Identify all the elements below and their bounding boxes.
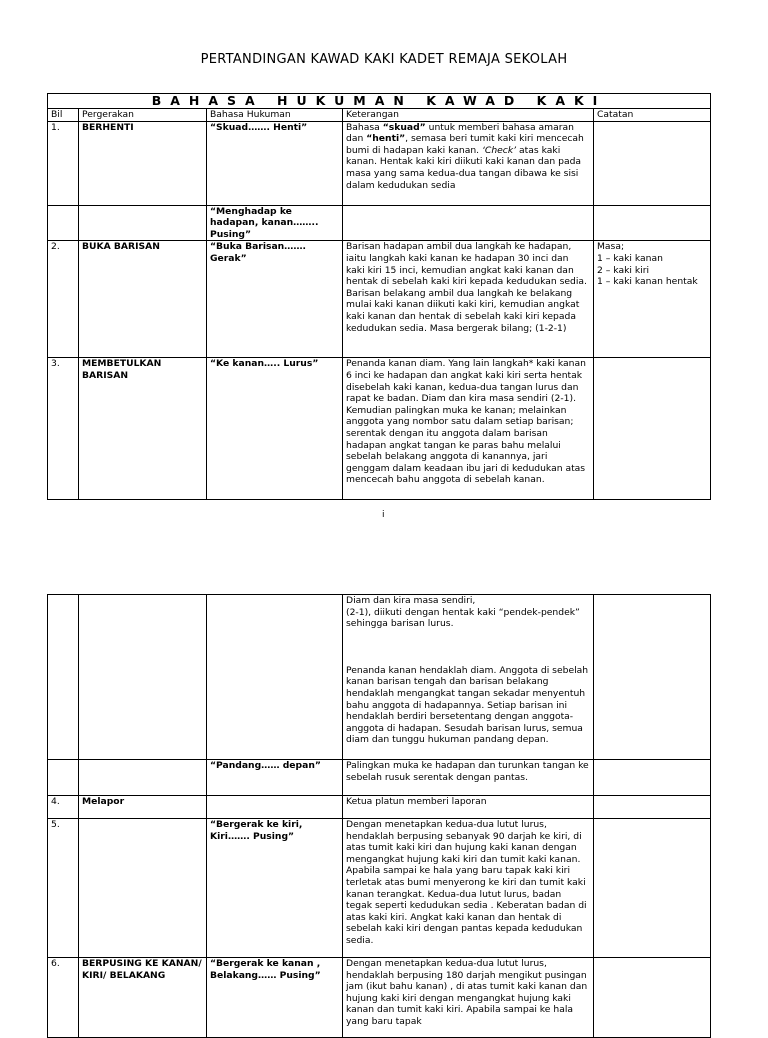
movement-name: BERHENTI [79, 121, 207, 205]
command-text: “Menghadap ke hadapan, kanan…….. Pusing” [207, 205, 343, 241]
note [594, 958, 711, 1038]
description: Ketua platun memberi laporan [343, 796, 594, 819]
banner-row [48, 94, 711, 109]
command-text: “Ke kanan….. Lurus” [207, 358, 343, 500]
movement-name: BUKA BARISAN [79, 241, 207, 358]
table-row [48, 241, 711, 358]
description-part-2: Penanda kanan hendaklah diam. Anggota di sebelah kanan barisan tengah dan barisan belakang hendaklah mengangkat tangan sekadar menyentuh bahu anggota di hadapannya. Setiap barisan ini hendaklah berdiri bersetentang dengan anggota-anggota di hadapan. Sesudah barisan lurus, semua diam dan tunggu hukuman pandang depan. [346, 664, 589, 746]
command-text: “Bergerak ke kanan , Belakang…… Pusing” [207, 958, 343, 1038]
note [594, 796, 711, 819]
command-text: “Buka Barisan……. Gerak” [207, 241, 343, 358]
row-number [48, 205, 79, 241]
description: Palingkan muka ke hadapan dan turunkan tangan ke sebelah rusuk serentak dengan pantas. [343, 760, 594, 796]
movement-name [79, 819, 207, 958]
table-row [48, 595, 711, 760]
row-number: 1. [48, 121, 79, 205]
table-row [48, 819, 711, 958]
description-part-1: Diam dan kira masa sendiri, (2-1), diikuti dengan hentak kaki “pendek-pendek” sehingga barisan lurus. [346, 595, 580, 630]
movement-name: BERPUSING KE KANAN/ KIRI/ BELAKANG [79, 958, 207, 1038]
command-table-page-1 [47, 93, 711, 500]
description: Bahasa “skuad” untuk memberi bahasa amaran dan “henti”, semasa beri tumit kaki kiri mencecah bumi di hadapan kaki kanan. ‘Check’ atas kaki kanan. Hentak kaki kiri diikuti kaki kanan dan pada masa yang sama kedua-dua tangan dibawa ke sisi dalam kedudukan sedia [343, 121, 594, 205]
row-number: 6. [48, 958, 79, 1038]
command-text: “Skuad……. Henti” [207, 121, 343, 205]
header-pergerakan: Pergerakan [79, 109, 207, 122]
note: Masa; 1 – kaki kanan 2 – kaki kiri 1 – kaki kanan hentak [594, 241, 711, 358]
command-text: “Pandang…… depan” [207, 760, 343, 796]
document-title: PERTANDINGAN KAWAD KAKI KADET REMAJA SEKOLAH [200, 52, 568, 67]
table-row [48, 121, 711, 205]
row-number: 2. [48, 241, 79, 358]
row-number: 4. [48, 796, 79, 819]
row-number: 3. [48, 358, 79, 500]
note [594, 121, 711, 205]
table-row [48, 958, 711, 1038]
header-row [48, 109, 711, 122]
description [343, 595, 594, 760]
command-text [207, 595, 343, 760]
movement-name [79, 760, 207, 796]
description [343, 205, 594, 241]
row-number: 5. [48, 819, 79, 958]
command-table-page-2 [47, 594, 711, 1038]
table-banner: BAHASA HUKUMAN KAWAD KAKI [48, 94, 711, 109]
note [594, 358, 711, 500]
table-row [48, 796, 711, 819]
row-number [48, 760, 79, 796]
movement-name: MEMBETULKAN BARISAN [79, 358, 207, 500]
header-catatan: Catatan [594, 109, 711, 122]
description: Dengan menetapkan kedua-dua lutut lurus, hendaklah berpusing 180 darjah mengikut pusingan jam (ikut bahu kanan) , di atas tumit kaki kanan dan hujung kaki kiri dengan mengangkat hujung kaki kanan dan tumit kaki kiri. Apabila sampai ke hala yang baru tapak [343, 958, 594, 1038]
note [594, 205, 711, 241]
page-number: i [382, 510, 385, 520]
table-row [48, 358, 711, 500]
movement-name [79, 595, 207, 760]
movement-name [79, 205, 207, 241]
description: Dengan menetapkan kedua-dua lutut lurus, hendaklah berpusing sebanyak 90 darjah ke kiri, di atas tumit kaki kiri dan hujung kaki kanan dengan mengangkat hujung kaki kiri dan tumit kaki kanan. Apabila sampai ke hala yang baru tapak kaki kiri terletak atas bumi menyerong ke kiri dan tumit kaki kanan terangkat. Kedua-dua lutut lurus, badan tegak seperti kedudukan sedia . Keberatan badan di atas kaki kiri. Angkat kaki kanan dan hentak di sebelah kaki kiri dengan pantas kepada kedudukan sedia. [343, 819, 594, 958]
note [594, 760, 711, 796]
table-row [48, 760, 711, 796]
command-text [207, 796, 343, 819]
document-page-2 [0, 555, 768, 1027]
header-bil: Bil [48, 109, 79, 122]
note [594, 595, 711, 760]
table-row [48, 205, 711, 241]
header-keterangan: Keterangan [343, 109, 594, 122]
header-bahasa-hukuman: Bahasa Hukuman [207, 109, 343, 122]
row-number [48, 595, 79, 760]
note [594, 819, 711, 958]
description: Barisan hadapan ambil dua langkah ke hadapan, iaitu langkah kaki kanan ke hadapan 30 inci dan kaki kiri 15 inci, kemudian angkat kaki kanan dan hentak di sebelah kaki kiri kepada kedudukan sedia. Barisan belakang ambil dua langkah ke belakang mulai kaki kanan diikuti kaki kiri, kemudian angkat kaki kanan dan hentak di sebelah kaki kiri kepada kedudukan sedia. Masa bergerak bilang; (1-2-1) [343, 241, 594, 358]
description: Penanda kanan diam. Yang lain langkah* kaki kanan 6 inci ke hadapan dan angkat kaki kiri serta hentak disebelah kaki kanan, kedua-dua tangan lurus dan rapat ke badan. Diam dan kira masa sendiri (2-1). Kemudian palingkan muka ke kanan; melainkan anggota yang nombor satu dalam setiap barisan; serentak dengan itu anggota dalam barisan hadapan angkat tangan ke paras bahu melalui sebelah belakang anggota di kanannya, jari genggam dalam keadaan ibu jari di kedudukan atas mencecah bahu anggota di sebelah kanan. [343, 358, 594, 500]
movement-name: Melapor [79, 796, 207, 819]
command-text: “Bergerak ke kiri, Kiri……. Pusing” [207, 819, 343, 958]
